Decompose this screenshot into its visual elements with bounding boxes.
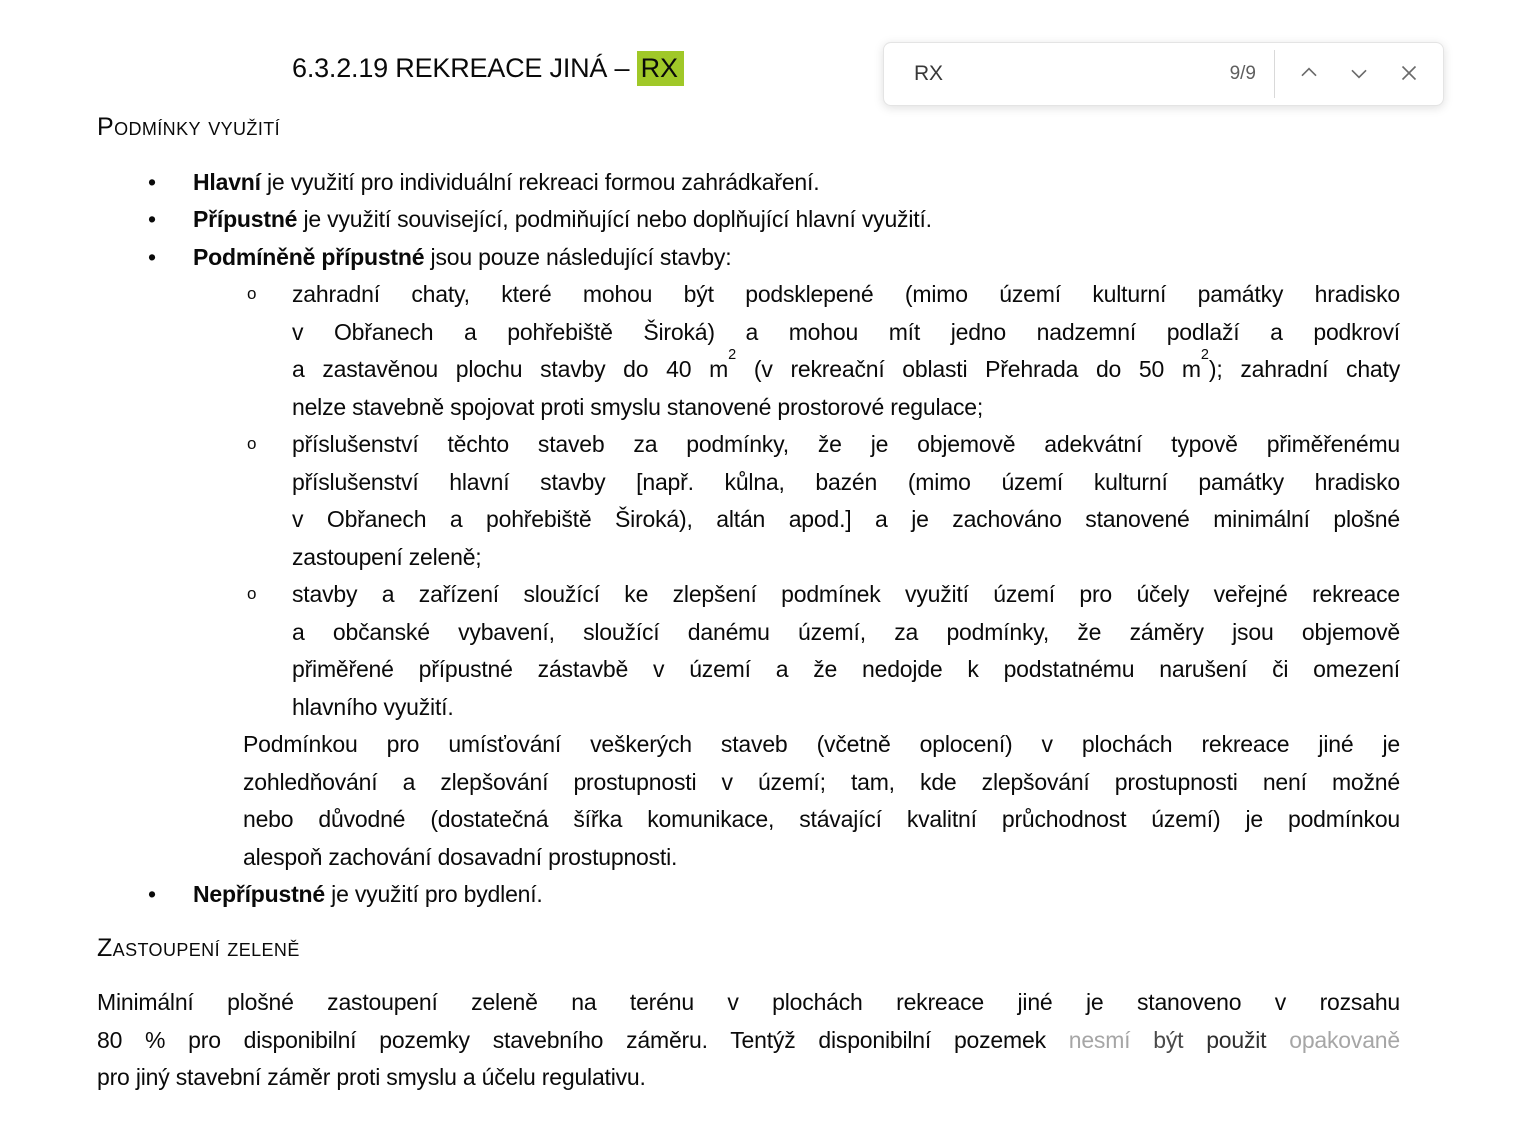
- text-line: příslušenství těchto staveb za podmínky, že je objemově adekvátní typově přiměřenému: [292, 431, 1400, 457]
- sub-list-item: [97, 426, 1400, 576]
- text-segment: a zastavěnou plochu stavby do 40 m: [292, 356, 729, 382]
- sub-list-item: [97, 276, 1400, 426]
- chevron-down-icon: [1346, 60, 1372, 89]
- list-item-text: je využití pro bydlení.: [324, 881, 543, 907]
- text-line: příslušenství hlavní stavby [např. kůlna, bazén (mimo území kulturní památky hradisko: [292, 468, 1400, 495]
- list-item: [97, 876, 1400, 914]
- find-bar: [883, 42, 1444, 106]
- heading-usage-conditions: Podmínky využití: [97, 113, 281, 141]
- find-previous-button[interactable]: [1285, 50, 1333, 98]
- sub-list-item: [97, 576, 1400, 726]
- superscript-square: 2: [728, 347, 737, 364]
- text-line: zohledňování a zlepšování prostupnosti v území; tam, kde zlepšování prostupnosti není možné: [243, 768, 1400, 795]
- text-line: alespoň zachování dosavadní prostupnosti.: [243, 843, 678, 870]
- text-line: zahradní chaty, které mohou být podsklepené (mimo území kulturní památky hradisko: [292, 281, 1400, 307]
- text-line: nebo důvodné (dostatečná šířka komunikace, stávající kvalitní průchodnost území) je podmínkou: [243, 806, 1400, 832]
- text-segment: 80 % pro disponibilní pozemky stavebního záměru. Tentýž disponibilní pozemek: [97, 1026, 1069, 1053]
- text-line: nelze stavebně spojovat proti smyslu stanovené prostorové regulace;: [292, 393, 984, 420]
- list-item: [97, 164, 1400, 202]
- text-line: a občanské vybavení, sloužící danému území, za podmínky, že záměry jsou objemově: [292, 618, 1400, 645]
- superscript-square: 2: [1200, 347, 1209, 364]
- text-line: přiměřené přípustné zástavbě v území a že nedojde k podstatnému narušení či omezení: [292, 656, 1400, 682]
- paragraph-greenery: [97, 984, 1400, 1097]
- list-item-text: jsou pouze následující stavby:: [424, 243, 732, 270]
- heading-greenery-share: Zastoupení zeleně: [97, 933, 300, 962]
- list-item-term: Nepřípustné: [193, 881, 325, 907]
- find-match-count: 9/9: [1229, 63, 1256, 84]
- section-title-text: 6.3.2.19 REKREACE JINÁ –: [292, 53, 637, 83]
- text-line: [97, 1022, 1400, 1060]
- bullet-marker: •: [148, 243, 156, 270]
- sub-bullet-marker: o: [247, 434, 257, 453]
- text-line: [292, 347, 1401, 389]
- list-item-text: je využití související, podmiňující nebo doplňující hlavní využití.: [297, 206, 932, 232]
- text-line: hlavního využití.: [292, 693, 454, 720]
- chevron-up-icon: [1296, 60, 1322, 89]
- find-bar-divider: [1274, 50, 1275, 98]
- find-input[interactable]: [912, 61, 1230, 87]
- list-item-term: Podmíněně přípustné: [193, 243, 425, 270]
- faded-word: nesmí: [1068, 1026, 1154, 1053]
- text-line: Podmínkou pro umísťování veškerých staveb (včetně oplocení) v plochách rekreace jiné je: [243, 731, 1400, 757]
- find-close-button[interactable]: [1385, 50, 1433, 98]
- faded-word: být: [1153, 1026, 1207, 1053]
- search-highlight-rx: RX: [637, 51, 684, 86]
- section-title: [292, 50, 684, 86]
- document-body: [97, 109, 1400, 1097]
- text-segment: ); zahradní chaty: [1208, 356, 1401, 382]
- faded-word: opakovaně: [1289, 1026, 1400, 1053]
- text-line: zastoupení zeleně;: [292, 543, 482, 570]
- usage-bullet-list: [97, 164, 1400, 277]
- list-item: [97, 239, 1400, 277]
- bullet-marker: •: [148, 881, 156, 907]
- close-icon: [1396, 60, 1422, 89]
- list-item: [97, 201, 1400, 239]
- list-item-term: Přípustné: [193, 206, 298, 232]
- text-segment: (v rekreační oblasti Přehrada do 50 m: [736, 356, 1201, 382]
- list-item-term: Hlavní: [193, 168, 261, 195]
- text-line: v Obřanech a pohřebiště Široká), altán apod.] a je zachováno stanovené minimální plošné: [292, 506, 1400, 532]
- paragraph-placement-condition: [243, 726, 1400, 876]
- faded-word: použit: [1206, 1026, 1290, 1053]
- text-line: Minimální plošné zastoupení zeleně na terénu v plochách rekreace jiné je stanoveno v rozsahu: [97, 989, 1400, 1015]
- sub-bullet-marker: o: [247, 584, 257, 603]
- list-item-text: je využití pro individuální rekreaci formou zahrádkaření.: [260, 168, 820, 195]
- bullet-marker: •: [148, 168, 156, 195]
- sub-bullet-marker: o: [247, 284, 257, 303]
- text-line: stavby a zařízení sloužící ke zlepšení podmínek využití území pro účely veřejné rekreace: [292, 581, 1400, 607]
- bullet-marker: •: [148, 206, 156, 232]
- text-line: v Obřanech a pohřebiště Široká) a mohou mít jedno nadzemní podlaží a podkroví: [292, 318, 1400, 345]
- find-next-button[interactable]: [1335, 50, 1383, 98]
- text-line: pro jiný stavební záměr proti smyslu a účelu regulativu.: [97, 1064, 646, 1090]
